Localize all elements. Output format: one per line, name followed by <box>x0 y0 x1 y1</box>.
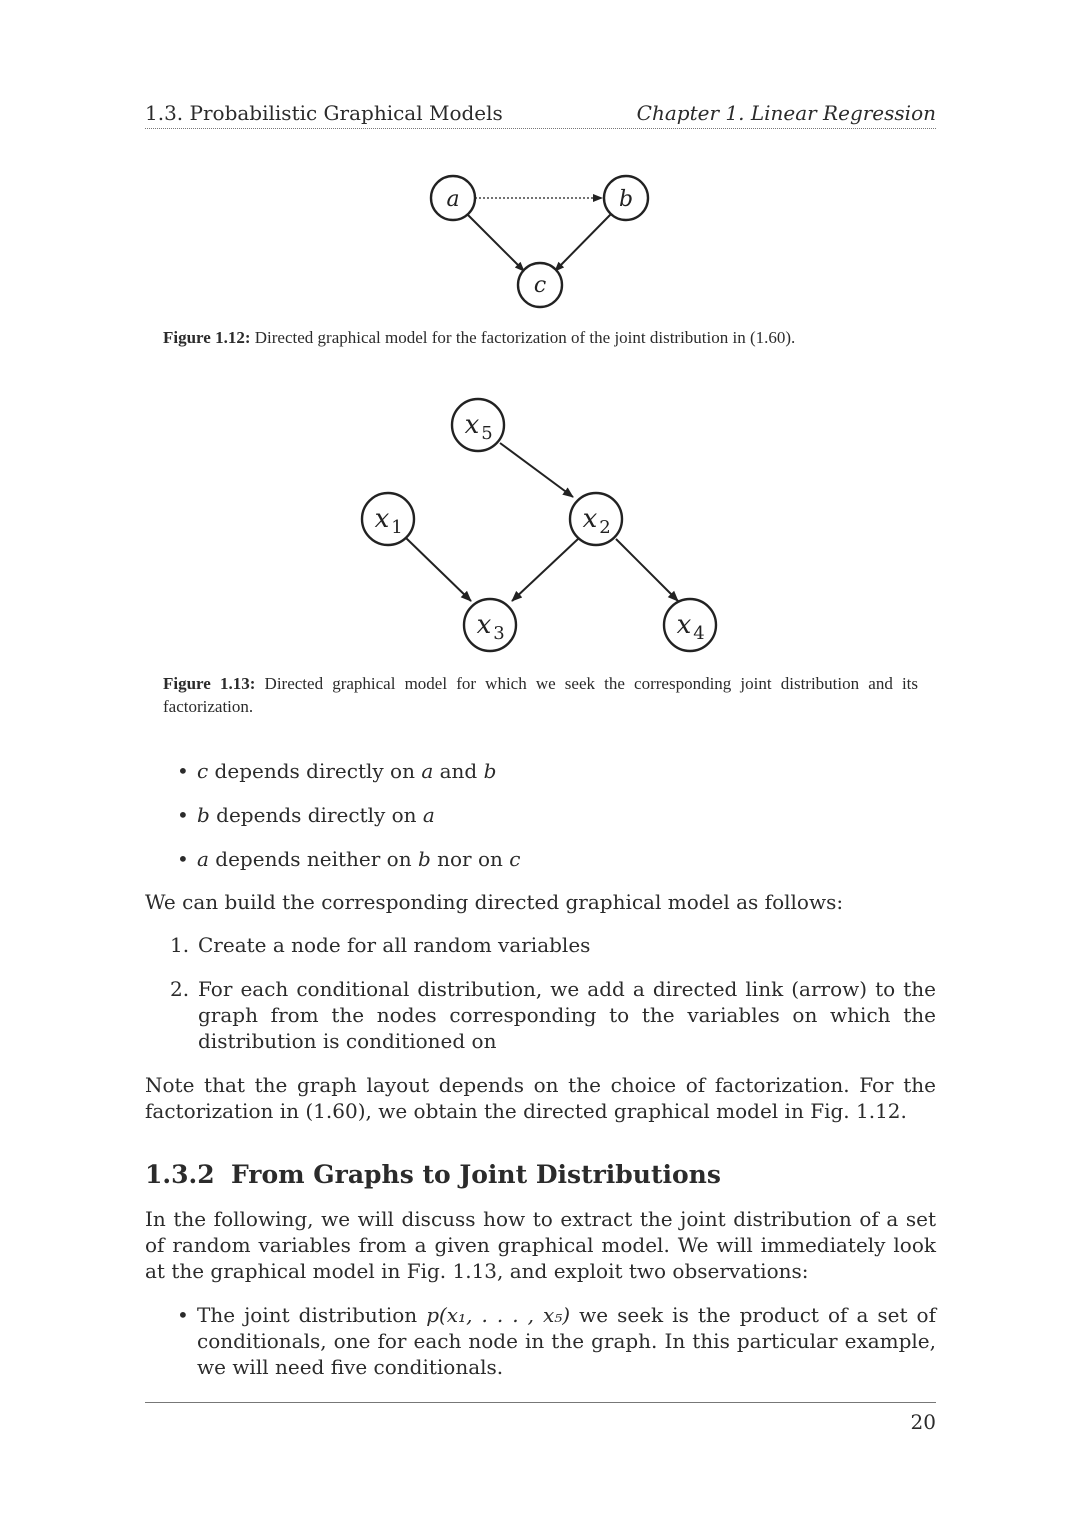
math-expression: p(x₁, . . . , x₅) <box>426 1303 571 1327</box>
svg-text:4: 4 <box>693 623 705 644</box>
bullet-text: and <box>433 759 484 783</box>
svg-text:2: 2 <box>599 517 611 538</box>
step-number: 1. <box>170 933 190 957</box>
bullet-joint-distribution <box>177 1302 936 1380</box>
caption-label: Figure 1.13: <box>163 674 256 693</box>
node-c <box>518 263 562 307</box>
header-divider <box>145 128 936 129</box>
math-var: a <box>197 847 209 871</box>
bullet-text-post: we seek is the product of a set of conditionals, one for each node in the graph. In this particular example, we will need five conditionals. <box>197 1303 936 1379</box>
svg-text:x: x <box>464 410 480 440</box>
edge-a-to-c <box>467 214 524 271</box>
edge-x2-to-x3 <box>512 539 578 601</box>
running-header-section: 1.3. Probabilistic Graphical Models <box>145 101 503 125</box>
svg-text:1: 1 <box>391 517 403 538</box>
step-number: 2. <box>170 977 190 1001</box>
caption-text: Directed graphical model for which we seek the corresponding joint distribution and its factorization. <box>163 674 919 716</box>
bullet-text: depends directly on <box>209 803 423 827</box>
math-var: b <box>197 803 210 827</box>
figure-1-13-caption <box>163 672 918 718</box>
math-var: b <box>483 759 497 783</box>
svg-text:c: c <box>533 273 547 298</box>
footer-divider <box>145 1402 936 1403</box>
section-title: From Graphs to Joint Distributions <box>231 1160 721 1189</box>
svg-text:x: x <box>476 610 492 640</box>
step-2 <box>170 976 936 1054</box>
math-var: a <box>422 803 435 827</box>
svg-text:x: x <box>676 610 692 640</box>
bullet-a-depends <box>177 846 520 872</box>
edge-x1-to-x3 <box>406 538 471 601</box>
bullet-text <box>197 1302 936 1380</box>
svg-text:a: a <box>446 187 460 212</box>
bullet-dot: • <box>177 759 189 783</box>
node-x4 <box>664 599 716 651</box>
svg-text:b: b <box>618 187 634 212</box>
svg-text:3: 3 <box>493 623 505 644</box>
svg-text:x: x <box>374 504 390 534</box>
note-paragraph: Note that the graph layout depends on the choice of factorization. For the factorization in (1.60), we obtain the directed graphical model in Fig. 1.12. <box>145 1073 936 1123</box>
step-1 <box>170 932 936 958</box>
edge-x5-to-x2 <box>500 443 573 497</box>
math-var: c <box>509 847 521 871</box>
svg-text:5: 5 <box>481 423 493 444</box>
math-var: c <box>197 759 209 783</box>
section-paragraph: In the following, we will discuss how to extract the joint distribution of a set of random variables from a given graphical model. We will immediately look at the graphical model in Fig. 1.13, and exploit two observations: <box>145 1207 936 1283</box>
caption-text: Directed graphical model for the factorization of the joint distribution in (1.60). <box>254 328 796 347</box>
figure-1-12-caption <box>163 326 918 349</box>
bullet-text: depends directly on <box>208 759 422 783</box>
node-x1 <box>362 493 414 545</box>
node-a <box>431 176 475 220</box>
node-x3 <box>464 599 516 651</box>
bullet-dot: • <box>177 803 189 827</box>
section-heading <box>145 1160 721 1189</box>
node-x5 <box>452 399 504 451</box>
step-text: For each conditional distribution, we add a directed link (arrow) to the graph from the nodes corresponding to the variables on which the distribution is conditioned on <box>198 977 936 1053</box>
edge-x2-to-x4 <box>616 539 678 601</box>
bullet-dot: • <box>177 847 189 871</box>
step-text: Create a node for all random variables <box>198 933 591 957</box>
svg-text:x: x <box>582 504 598 534</box>
intro-line: We can build the corresponding directed graphical model as follows: <box>145 890 844 914</box>
node-x2 <box>570 493 622 545</box>
section-number: 1.3.2 <box>145 1160 215 1189</box>
page-number: 20 <box>910 1410 936 1434</box>
bullet-text: nor on <box>430 847 510 871</box>
math-var: a <box>421 759 434 783</box>
node-b <box>604 176 648 220</box>
edge-b-to-c <box>555 214 611 271</box>
running-header-chapter: Chapter 1. Linear Regression <box>636 101 936 125</box>
caption-label: Figure 1.12: <box>163 328 251 347</box>
bullet-dot: • <box>177 1303 189 1327</box>
bullet-text-pre: The joint distribution <box>197 1303 427 1327</box>
math-var: b <box>417 847 431 871</box>
bullet-b-depends <box>177 802 435 828</box>
bullet-c-depends <box>177 758 496 784</box>
figure-1-12-graph <box>400 160 680 320</box>
bullet-text: depends neither on <box>208 847 418 871</box>
figure-1-13-graph <box>340 385 740 660</box>
